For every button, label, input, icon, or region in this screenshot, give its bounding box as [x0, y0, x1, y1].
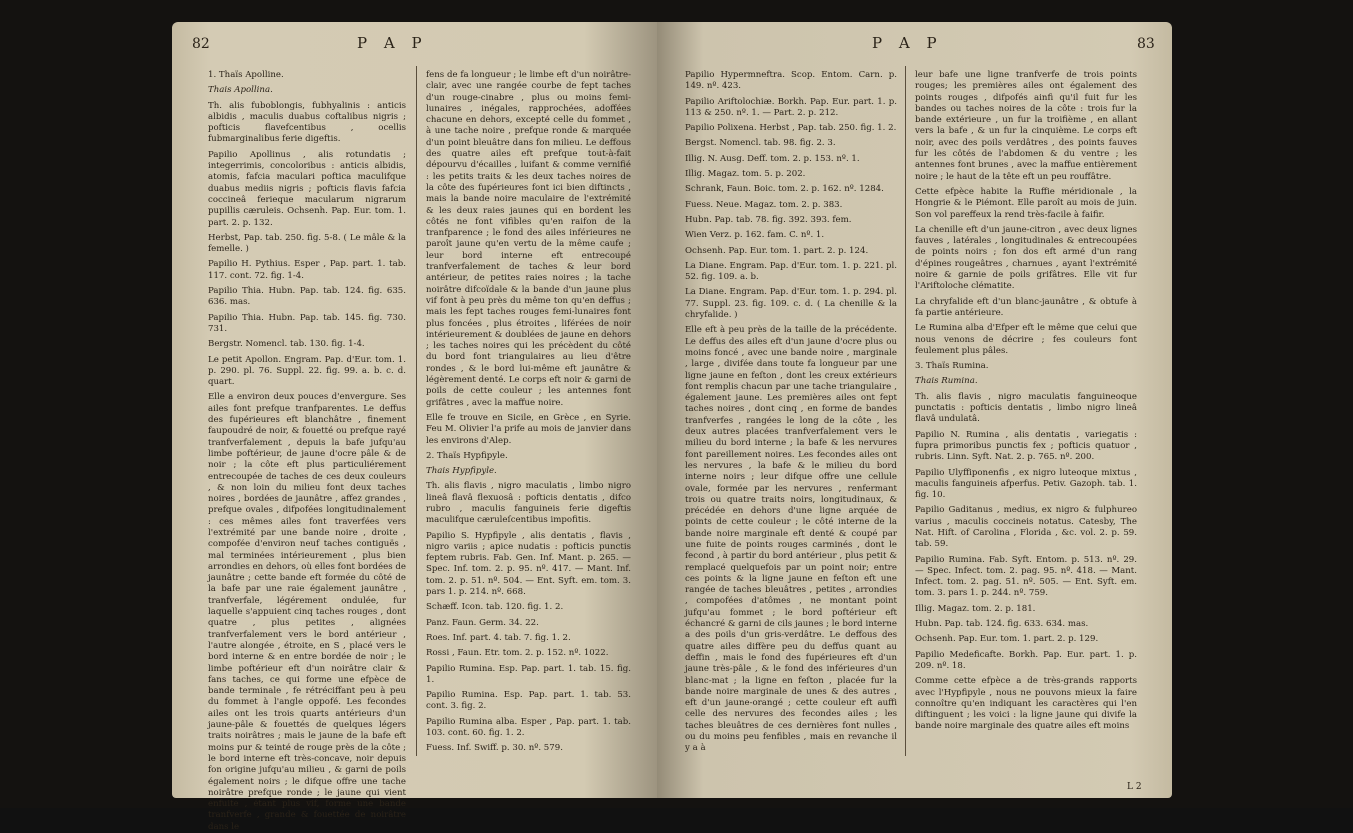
page-number-left: 82 [192, 36, 210, 52]
paragraph: 1. Thaïs Apolline. [208, 70, 284, 80]
paragraph: Ochsenh. Pap. Eur. tom. 1. part. 2. p. 129. [915, 634, 1099, 645]
paragraph: Papilio Ariftolochiæ. Borkh. Pap. Eur. part. 1. p. 113 & 250. nº. 1. — Part. 2. p. 212. [685, 96, 897, 118]
paragraph: 3. Thaïs Rumina. [915, 361, 989, 372]
paragraph: Ochsenh. Pap. Eur. tom. 1. part. 2. p. 124. [685, 245, 869, 256]
paragraph: Hubn. Pap. tab. 124. fig. 633. 634. mas. [915, 619, 1089, 630]
paragraph: Le Rumina alba d'Efper eft le même que celui que nous venons de décrire ; fes couleurs font feulement plus pâles. [915, 323, 1137, 356]
paragraph: Thais Hypfipyle. [426, 466, 497, 477]
paragraph: Fuess. Inf. Swiff. p. 30. nº. 579. [426, 743, 563, 754]
left-page [172, 22, 657, 832]
paragraph: Cette efpèce habite la Ruffie méridionale , la Hongrie & le Piémont. Elle paroît au mois de juin. Son vol pareffeux la rend très-facile à faifir. [915, 186, 1137, 220]
paragraph: Elle fe trouve en Sicile, en Grèce , en Syrie. Feu M. Olivier l'a prife au mois de janvier dans les environs d'Alep. [426, 412, 631, 446]
paragraph: Wien Verz. p. 162. fam. C. nº. 1. [685, 230, 825, 241]
paragraph: Papilio Medeficafte. Borkh. Pap. Eur. part. 1. p. 209. nº. 18. [915, 649, 1137, 671]
running-head-left: P A P [357, 34, 428, 52]
left-column-1 [208, 70, 406, 832]
paragraph: Papilio Hypermneftra. Scop. Entom. Carn. p. 149. nº. 423. [685, 70, 897, 92]
right-column-1 [685, 70, 897, 790]
paragraph: Thais Rumina. [915, 376, 978, 387]
paragraph: Panz. Faun. Germ. 34. 22. [426, 617, 539, 628]
paragraph: Bergst. Nomencl. tab. 98. fig. 2. 3. [685, 138, 836, 149]
paragraph: Papilio Apollinus , alis rotundatis ; integerrimis, concoloribus : anticis albidis, atomis, fafcia maculari poftica maculifque duabus mediis nigris ; pofticis flavis fafcia coccineâ ferieque macularum nigrarum pupillis cæruleis. Ochsenh. Pap. Eur. tom. 1. part. 2. p. 132. [208, 149, 406, 228]
paragraph: Th. alis flavis , nigro maculatis , limbo nigro lineâ flavâ flexuosâ : pofticis dentatis , difco rubro , maculis fanguineis ferie digeftis maculifque cæruleſcentibus impofitis. [426, 481, 631, 526]
paragraph: Papilio Rumina. Fab. Syft. Entom. p. 513. nº. 29. — Spec. Infect. tom. 2. pag. 95. nº. 418. — Mant. Infect. tom. 2. pag. 51. nº. 505. — Ent. Syft. em. tom. 3. pars 1. p. 244. nº. 759. [915, 554, 1137, 599]
paragraph: Herbst, Pap. tab. 250. fig. 5-8. ( Le mâle & la femelle. ) [208, 232, 406, 255]
paragraph: Schæff. Icon. tab. 120. fig. 1. 2. [426, 602, 564, 613]
paragraph: Le petit Apollon. Engram. Pap. d'Eur. tom. 1. p. 290. pl. 76. Suppl. 22. fig. 99. a. b. c. d. quart. [208, 354, 406, 388]
paragraph: fens de fa longueur ; le limbe eft d'un noirâtre-clair, avec une rangée courbe de fept taches d'un rouge-cinabre , plus ou moins femi-lunaires , inégales, rapprochées, adoffées chacune en dehors, excepté celle du fommet , à une tache noire , prefque ronde & marquée d'un point bleuâtre dans fon milieu. Le deffous des quatre ailes eft prefque tout-à-fait dépourvu d'écailles , luifant & comme vernifié : les petits traits & les deux taches noires de la côte des fupérieures font ici bien diftincts , mais la bande noire maculaire de l'extrémité & les deux raies jaunes qui en bordent les côtés ne font vifibles qu'en raifon de la tranfparence ; le fond des ailes inférieures ne paroît jaune qu'en vertu de la même caufe ; leur bord interne eft entrecoupé tranfverfalement de taches & leur bord antérieur, de petites raies noires ; la tache noirâtre difcoïdale & la bande d'un jaune plus vif font à peu près du même ton qu'en deffus ; mais les fept taches rouges femi-lunaires font plus foncées , plus étroites , liférées de noir intérieurement & doublées de jaune en dehors ; les taches noires qui les précèdent du côté du bord font triangulaires au lieu d'être rondes , & le bord lui-même eft jaunâtre & légèrement denté. Le corps eft noir & garni de poils de cette couleur ; les antennes font grifâtres , avec la maffue noire. [426, 70, 631, 408]
column-rule-left [416, 66, 417, 756]
paragraph: Th. alis flavis , nigro maculatis fanguineoque punctatis : pofticis dentatis , limbo nigro lineâ flavâ undulatâ. [915, 391, 1137, 425]
paragraph: Papilio Rumina alba. Esper , Pap. part. 1. tab. 103. cont. 60. fig. 1. 2. [426, 716, 631, 739]
paragraph: Comme cette efpèce a de très-grands rapports avec l'Hypfipyle , nous ne pouvons mieux la faire connoître qu'en indiquant les caractères qui l'en diftinguent ; les voici : la ligne jaune qui divife la bande noire marginale des quatre ailes eft moins [915, 676, 1137, 732]
right-page [657, 22, 1172, 798]
paragraph: Thais Apollina. [208, 85, 273, 96]
paragraph: Illig. Magaz. tom. 5. p. 202. [685, 169, 806, 180]
paragraph: Papilio N. Rumina , alis dentatis , variegatis : fupra primoribus punctis fex ; pofticis quatuor , rubris. Linn. Syft. Nat. 2. p. 765. nº. 200. [915, 429, 1137, 463]
paragraph: Papilio Gaditanus , medius, ex nigro & fulphureo varius , maculis coccineis notatus. Catesby, The Nat. Hift. of Carolina , Florida , &c. vol. 2. p. 59. tab. 59. [915, 505, 1137, 550]
paragraph: Papilio Thia. Hubn. Pap. tab. 145. fig. 730. 731. [208, 312, 406, 334]
paragraph: Papilio Rumina. Esp. Pap. part. 1. tab. 53. cont. 3. fig. 2. [426, 690, 631, 712]
paragraph: Elle eft à peu près de la taille de la précédente. Le deffus des ailes eft d'un jaune d'ocre plus ou moins foncé , avec une bande noire , marginale , large , divifée dans toute fa longueur par une ligne jaune en feſton , dont les creux extérieurs font remplis chacun par une tache triangulaire , également jaune. Les premières ailes ont fept taches noires , dont cinq , en forme de bandes tranfverfes , rangées le long de la côte , les deux autres placées tranfverfalement vers le milieu du bord interne ; la bafe & les nervures font pareillement noires. Les fecondes ailes ont les nervures , la bafe & le milieu du bord interne noirs ; leur difque offre une cellule ovale, formée par les nervures , renfermant trois ou quatre traits noirs, longitudinaux, & précédée en dehors d'une ligne arquée de points de cette couleur ; le côté interne de la bande noire marginale eft denté & coupé par une fuite de points rouges carminés , dont le fecond , à partir du bord antérieur , plus petit & remplacé quelquefois par un point noir; entre ces points & la ligne jaune en feſton eft une rangée de taches bleuâtres , petites , arrondies , compofées d'atômes , ne montant point jufqu'au fommet ; le bord poftérieur eft échancré & garni de cils jaunes ; le bord interne a des poils d'un gris-verdâtre. Le deffous des quatre ailes diffère peu du deffus quant au deffin , mais le fond des fupérieures eft d'un jaune très-pâle , & le fond des inférieures d'un blanc-mat ; la ligne en feſton , placée fur la bande noire marginale de unes & des autres , eft d'un jaune-orangé ; cette couleur eft auffi celle des nervures des fecondes ailes ; les taches bleuâtres de ces dernières font nulles , ou du moins peu fenfibles , mais en revanche il y a à [685, 325, 897, 754]
paragraph: La chenille eft d'un jaune-citron , avec deux lignes fauves , latérales , longitudinales & entrecoupées de points noirs ; fon dos eft armé d'un rang d'épines rougeâtres , charnues , ayant l'extrémité noire & garnie de poils grifâtres. Elle vit fur l'Ariftoloche clématite. [915, 224, 1137, 292]
signature-mark: L 2 [1127, 782, 1142, 792]
paragraph: Papilio Rumina. Esp. Pap. part. 1. tab. 15. fig. 1. [426, 663, 631, 685]
paragraph: Th. alis fuboblongis, fubhyalinis : anticis albidis , maculis duabus coftalibus nigris ; pofticis flavefcentibus , ocellis fubmarginalibus ferie digeftis. [208, 100, 406, 145]
paragraph: Illig. N. Ausg. Deff. tom. 2. p. 153. nº. 1. [685, 153, 860, 164]
paragraph: La Diane. Engram. Pap. d'Eur. tom. 1. p. 294. pl. 77. Suppl. 23. fig. 109. c. d. ( La chenille & la chryfalide. ) [685, 287, 897, 321]
paragraph: Fuess. Neue. Magaz. tom. 2. p. 383. [685, 199, 843, 210]
left-column-2 [426, 70, 631, 790]
paragraph: leur bafe une ligne tranfverfe de trois points rouges; les premières ailes ont également des points rouges , difpofés ainfi qu'il fuit fur les bandes ou taches noires de la côte : trois fur la bande extérieure , un fur la troifième , en allant vers la bafe , & un fur la cinquième. Le corps eft noir, avec des poils verdâtres , des points fauves fur les côtés de l'abdomen & du ventre ; les antennes font brunes , avec la maffue entièrement noire ; le haut de la tête eft un peu rouffâtre. [915, 70, 1137, 182]
page-number-right: 83 [1137, 36, 1155, 52]
running-head-right: P A P [872, 34, 943, 52]
paragraph: Papilio Polixena. Herbst , Pap. tab. 250. fig. 1. 2. [685, 123, 897, 134]
paragraph: Bergstr. Nomencl. tab. 130. fig. 1-4. [208, 339, 365, 350]
paragraph: Papilio Ulyffiponenfis , ex nigro luteoque mixtus , maculis fanguineis afperfus. Petiv. Gazoph. tab. 1. fig. 10. [915, 467, 1137, 501]
paragraph: Elle a environ deux pouces d'envergure. Ses ailes font prefque tranfparentes. Le deffus des fupérieures eft blanchâtre , finement faupoudré de noir, & fouetté ou prefque rayé tranfverfalement , depuis la bafe jufqu'au limbe poftérieur, de jaune d'ocre pâle & de noir ; la côte eft plus particuliérement entrecoupée de taches de ces deux couleurs , & non loin du milieu font deux taches noires , bordées de jaunâtre , affez grandes , prefque ovales , difpofées longitudinalement : ces mêmes ailes font traverfées vers l'extrémité par une bande noire , droite , compofée d'environ neuf taches contiguës , mal terminées intérieurement , plus bien arrondies en dehors, où elles font bordées de jaunâtre ; cette bande eft formée du côté de la bafe par une raie également jaunâtre , tranfverfale, légérement ondulée, fur laquelle s'appuient cinq taches rouges , dont quatre , plus petites , alignées tranfverfalement vers le bord antérieur , l'autre alongée , étroite, en S , placé vers le bord interne & en entre bordée de noir ; le limbe poftérieur eft d'un noirâtre clair & fans taches, ce qui forme une efpèce de bande terminale , fe rétréciffant peu à peu du fommet à l'angle oppofé. Les fecondes ailes ont les trois quarts antérieurs d'un jaune-pâle & fouettés de quelques légers traits noirâtres ; mais le jaune de la bafe eft moins pur & teinté de rouge près de la côte ; le bord interne eft très-concave, noir depuis fon origine jufqu'au milieu , & garni de poils également noirs ; le difque offre une tache noirâtre prefque ronde ; le jaune qui vient enfuite , étant plus vif, forme une bande tranfverfe , grande & fouettée de noirâtre dans le [208, 392, 406, 832]
paragraph: 2. Thaïs Hypfipyle. [426, 450, 508, 461]
right-column-2 [915, 70, 1137, 782]
paragraph: La chryfalide eft d'un blanc-jaunâtre , & obtufe à fa partie antérieure. [915, 296, 1137, 318]
paragraph: La Diane. Engram. Pap. d'Eur. tom. 1. p. 221. pl. 52. fig. 109. a. b. [685, 260, 897, 283]
column-rule-right [905, 66, 906, 756]
paragraph: Hubn. Pap. tab. 78. fig. 392. 393. fem. [685, 214, 852, 225]
paragraph: Illig. Magaz. tom. 2. p. 181. [915, 603, 1036, 614]
paragraph: Papilio S. Hypfipyle , alis dentatis , flavis , nigro variis ; apice nudatis : pofticis punctis feptem rubris. Fab. Gen. Inf. Mant. p. 265. — Spec. Inf. tom. 2. p. 95. nº. 417. — Mant. Inf. tom. 2. p. 51. nº. 504. — Ent. Syft. em. tom. 3. pars 1. p. 214. nº. 668. [426, 530, 631, 598]
paragraph: Schrank, Faun. Boic. tom. 2. p. 162. nº. 1284. [685, 184, 884, 195]
paragraph: Rossi , Faun. Etr. tom. 2. p. 152. nº. 1022. [426, 648, 609, 659]
paragraph: Papilio Thia. Hubn. Pap. tab. 124. fig. 635. 636. mas. [208, 286, 406, 308]
paragraph: Roes. Inf. part. 4. tab. 7. fig. 1. 2. [426, 632, 571, 643]
paragraph: Papilio H. Pythius. Esper , Pap. part. 1. tab. 117. cont. 72. fig. 1-4. [208, 259, 406, 281]
